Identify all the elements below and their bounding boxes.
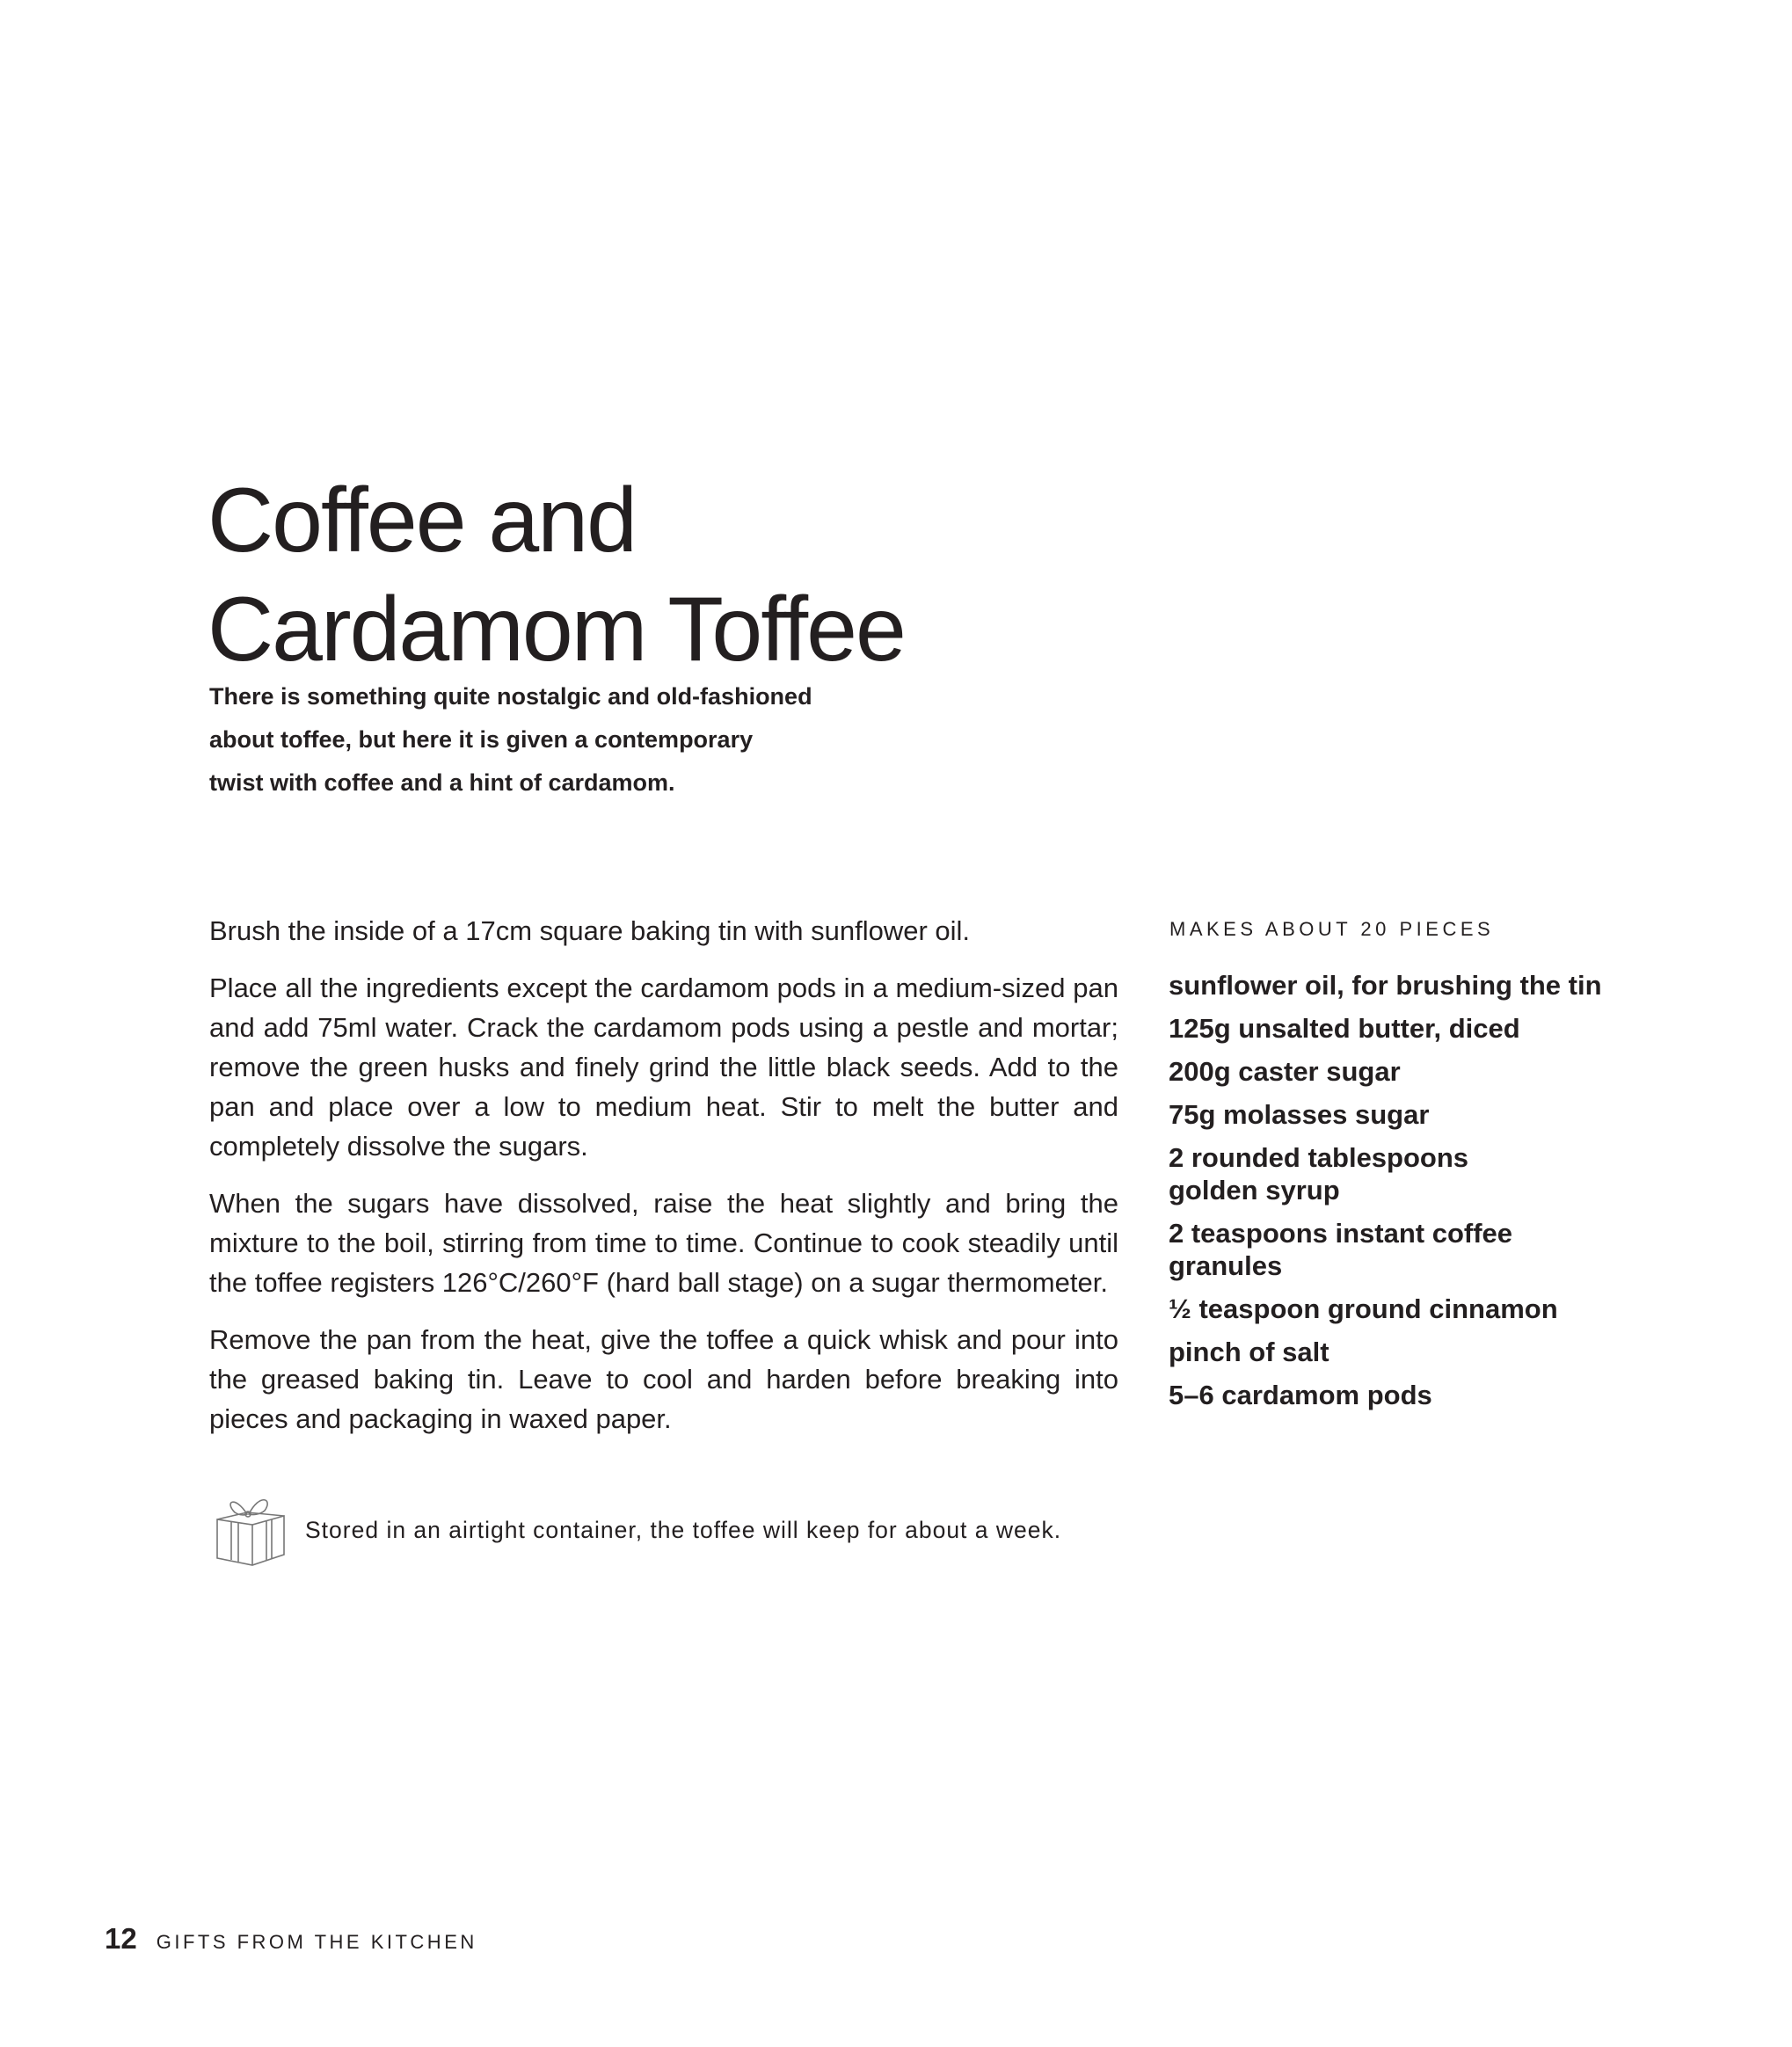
ingredient: sunflower oil, for brushing the tin [1169, 970, 1602, 1001]
intro-line: twist with coffee and a hint of cardamom. [209, 769, 675, 796]
method-step: Remove the pan from the heat, give the toffee a quick whisk and pour into the greased baking tin. Leave to cool and harden before breaking into pieces and packaging in waxed paper. [209, 1324, 1118, 1434]
section-title: GIFTS FROM THE KITCHEN [156, 1931, 477, 1953]
method-step: Place all the ingredients except the cardamom pods in a medium-sized pan and add 75ml water. Crack the cardamom pods using a pestle and mortar; remove the green husks and finely grind the little black seeds. Add to the pan and place over a low to medium heat. Stir to melt the butter and completely dissolve the sugars. [209, 973, 1118, 1162]
method-step: Brush the inside of a 17cm square baking tin with sunflower oil. [209, 915, 971, 946]
recipe-intro [209, 675, 842, 805]
page-number: 12 [105, 1922, 137, 1955]
method-step: When the sugars have dissolved, raise the heat slightly and bring the mixture to the boil, stirring from time to time. Continue to cook steadily until the toffee registers 126°C/260°F (hard ball stage) on a sugar thermometer. [209, 1188, 1118, 1298]
ingredient: ½ teaspoon ground cinnamon [1169, 1293, 1558, 1324]
ingredient: 200g caster sugar [1169, 1056, 1401, 1087]
method-steps [209, 911, 1118, 1456]
tip-text: Stored in an airtight container, the toffee will keep for about a week. [305, 1517, 1062, 1543]
title-line: Cardamom Toffee [208, 579, 905, 681]
ingredients-list [1169, 969, 1661, 1422]
ingredient: pinch of salt [1169, 1337, 1329, 1367]
ingredient: 2 teaspoons instant coffee granules [1169, 1218, 1513, 1281]
recipe-title [208, 466, 905, 684]
ingredient: 5–6 cardamom pods [1169, 1380, 1432, 1410]
ingredient: 125g unsalted butter, diced [1169, 1013, 1520, 1044]
gift-icon [208, 1486, 293, 1575]
intro-line: There is something quite nostalgic and old-fashioned [209, 683, 812, 710]
title-line: Coffee and [208, 470, 636, 572]
storage-tip [208, 1486, 1061, 1575]
ingredient: 75g molasses sugar [1169, 1099, 1430, 1130]
intro-line: about toffee, but here it is given a contemporary [209, 726, 754, 753]
recipe-yield: MAKES ABOUT 20 PIECES [1169, 918, 1495, 940]
ingredient: 2 rounded tablespoons golden syrup [1169, 1142, 1469, 1206]
page-footer [105, 1922, 477, 1956]
